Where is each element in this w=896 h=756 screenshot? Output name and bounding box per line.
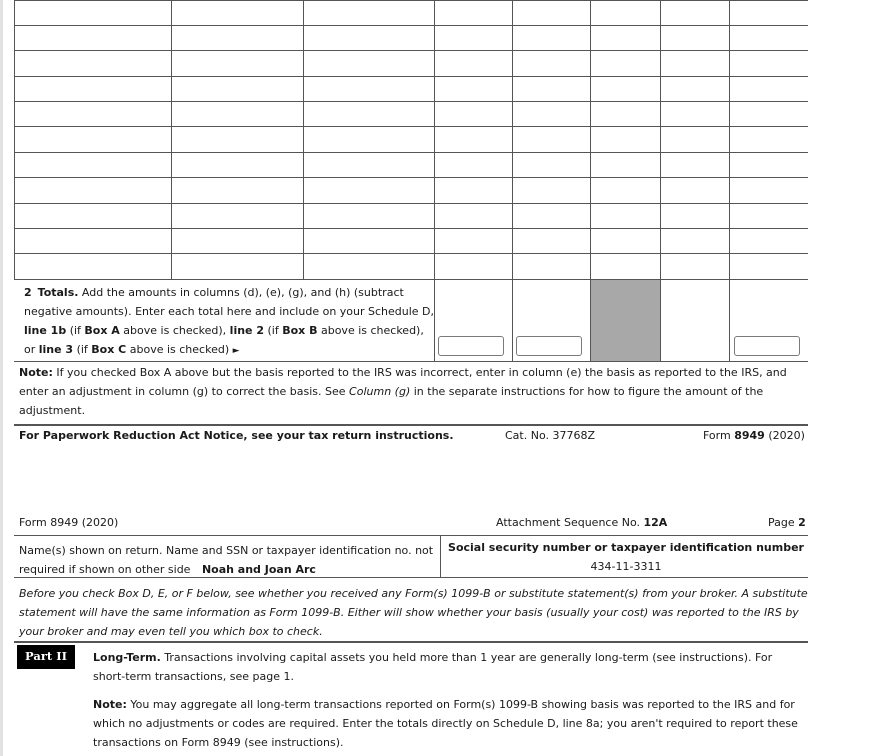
box-a-note: Note: If you checked Box A above but the basis reported to the IRS was incorrect, enter in column (e) the basis as reported to the IRS, and enter an adjustment in column (g) to correct the basis. See Column (g) in the separate instructions for how to figure the amount of the adjustment. [19,366,787,417]
totals-title: Totals. [37,286,79,299]
totals-instructions: 2 Totals. Add the amounts in columns (d), (e), (g), and (h) (subtract negative amounts). Enter each total here and include on your Schedule D, line 1b (if Box A above is checked), line 2 (if Box B above is checked), or line 3 (if Box C above is checked) ► [24,286,435,356]
divider [14,535,808,536]
part-ii-label: Part II [17,645,75,669]
box-def-intro: Before you check Box D, E, or F below, see whether you received any Form(s) 1099-B or substitute statement(s) from your broker. A substitute statement will have the same information as Form 1099-B. Either will show whether your basis (usually your cost) was reported to the IRS by your broker and may even tell you which box to check. [19,587,808,638]
divider [14,641,808,643]
name-label: Name(s) shown on return. Name and SSN or taxpayer identification no. not required if shown on other side [19,544,434,576]
part-ii-note: Note: You may aggregate all long-term transactions reported on Form(s) 1099-B showing basis was reported to the IRS and for which no adjustments or codes are required. Enter the totals directly on Schedule D, line 8a; you aren't required to report these transactions on Form 8949 (see instructions). [93,698,798,749]
name-value[interactable]: Noah and Joan Arc [201,563,316,576]
cat-number: Cat. No. 37768Z [505,429,596,442]
attachment-sequence: Attachment Sequence No. 12A [496,516,668,529]
divider [14,361,808,362]
name-field [19,541,439,579]
ssn-value[interactable]: 434-11-3311 [590,560,662,573]
page-number: Page 2 [768,516,806,529]
arrow-right-icon: ► [232,346,240,356]
page2-form-label: Form 8949 (2020) [19,516,119,529]
divider [14,424,808,426]
part-ii-description: Long-Term. Transactions involving capital assets you held more than 1 year are generally long-term (see instructions). For short-term transactions, see page 1. [93,651,773,683]
total-cost-basis-input[interactable] [516,336,582,356]
paperwork-notice: For Paperwork Reduction Act Notice, see your tax return instructions. [19,429,454,442]
shaded-column-f [591,280,660,361]
divider [14,577,808,578]
page-edge [0,0,3,756]
total-gain-loss-input[interactable] [734,336,800,356]
form-footer-id: Form 8949 (2020) [703,429,805,442]
total-proceeds-input[interactable] [438,336,504,356]
totals-line-number: 2 [24,286,32,299]
ssn-label: Social security number or taxpayer identification number [448,541,804,554]
